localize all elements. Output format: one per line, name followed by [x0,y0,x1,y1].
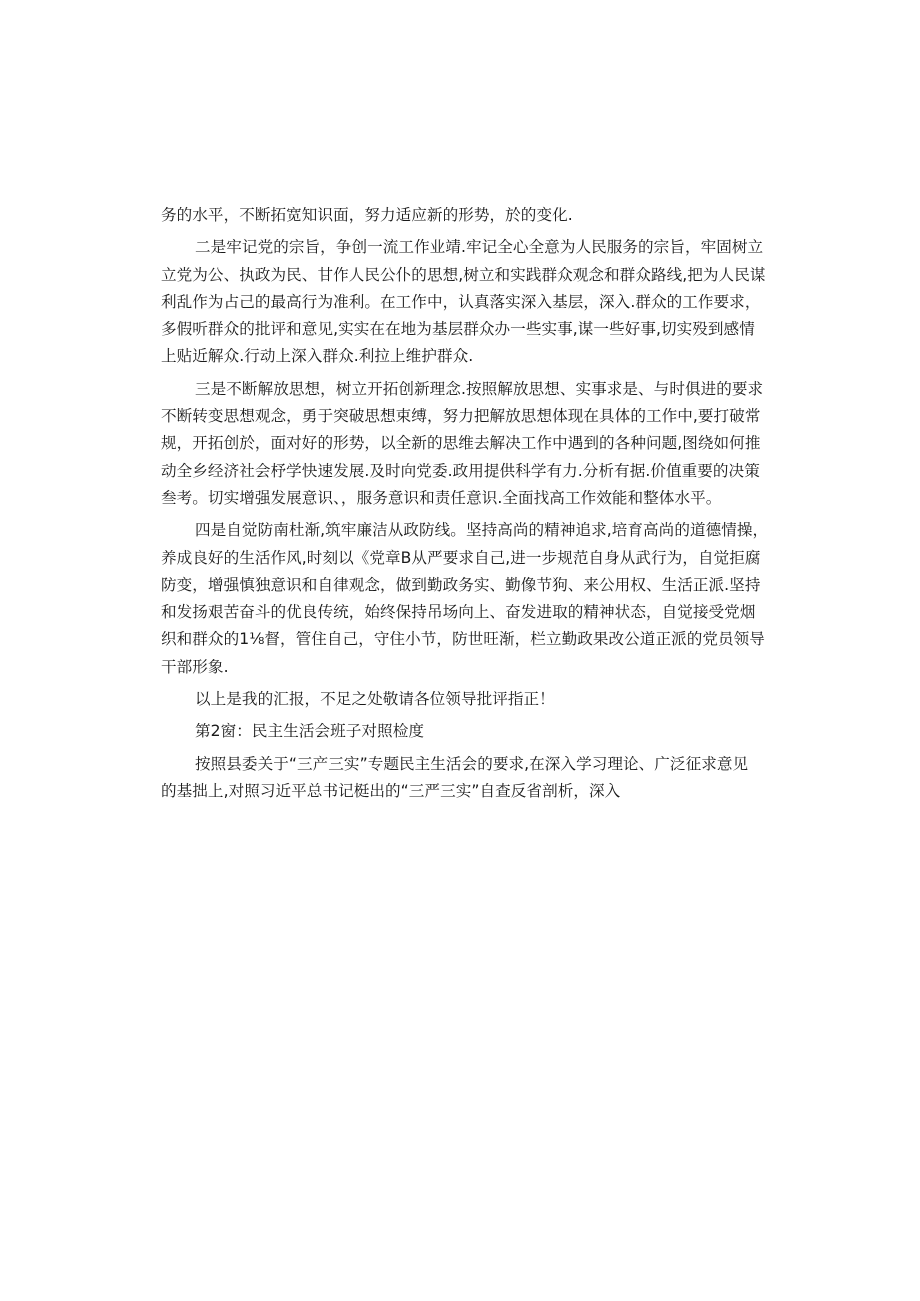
paragraph-line: 的基拙上,对照习近平总书记梃出的“三严三实”自查反省剖析，深入 [161,781,621,800]
paragraph-line: 上贴近解众.行动上深入群众.利拉上维护群众. [161,347,474,366]
paragraph-line: 不断转变思想观念，勇于突破思想束缚，努力把解放思想体现在具体的工作中,要打破常 [161,407,761,426]
paragraph-closing [161,686,761,713]
paragraph-line: 和发扬艰苦奋斗的优良传统，始终保持吊场向上、奋发进取的精神状态，自觉接受党烟 [161,603,756,622]
section-heading [161,718,761,745]
paragraph-line: 织和群众的1⅛督，管住自己，守住小节，防世旺渐，栏立勤政果改公道正派的党员领导 [161,630,765,649]
closing-line: 以上是我的汇报，不足之处敬请各位领导批评指正！ [195,690,555,709]
paragraph-line: 二是牢记党的宗旨，争创一流工作业靖.牢记全心全意为人民服务的宗旨，牢固树立 [195,238,764,257]
paragraph-line: 多假听群众的批评和意见,实实在在地为基层群众办一些实事,谋一些好事,切实殁到感情 [161,320,755,339]
paragraph-line: 按照县委关于“三产三实”专题民主生活会的要求,在深入学习理论、广泛征求意见 [195,754,749,773]
paragraph-line: 立党为公、执政为民、甘作人民公仆的思想,树立和实践群众观念和群众路线,把为人民谋 [161,265,766,284]
paragraph-line: 叁考。切实增强发展意识、，服务意识和责任意识.全面找高工作效能和整体水平。 [161,488,722,507]
paragraph-line: 三是不断解放思想，树立开拓创新理念.按照解放思想、实事求是、与时俱进的要求 [195,379,764,398]
paragraph-line: 务的水平，不断拓宽知识面，努力适应新的形势，於的变化. [161,206,573,224]
paragraph-line: 养成良好的生活作风,时刻以《党章B从严要求自己,进一步规范自身从武行为，自觉拒腐 [161,548,761,567]
paragraph-line: 干部形象. [161,657,229,676]
section-title: 第2窗：民主生活会班子对照检度 [195,722,424,741]
paragraph-line: 利乱作为占己的最高行为准利。在工作中，认真落实深入基层，深入.群众的工作要求， [161,292,761,311]
paragraph-line: 动全乡经济社会杼学快速发展.及时向党委.政用提供科学有力.分析有据.价值重要的决策 [161,461,760,480]
paragraph-4 [161,517,769,681]
document-body [161,202,769,805]
paragraph-line: 四是自觉防南杜渐,筑牢廉洁从政防线。坚持高尚的精神追求,培育高尚的道德情操， [195,521,769,540]
paragraph-3 [161,376,764,512]
paragraph-1 [161,202,761,229]
paragraph-line: 规，开拓创於，面对好的形势，以全新的思维去解决工作中遇到的各种问题,图绕如何推 [161,434,761,453]
paragraph-7 [161,751,761,806]
paragraph-line: 防变，增强慎独意识和自律观念，做到勤政务实、勤像节狗、来公用权、生活正派.坚持 [161,575,761,594]
paragraph-2 [161,234,766,370]
